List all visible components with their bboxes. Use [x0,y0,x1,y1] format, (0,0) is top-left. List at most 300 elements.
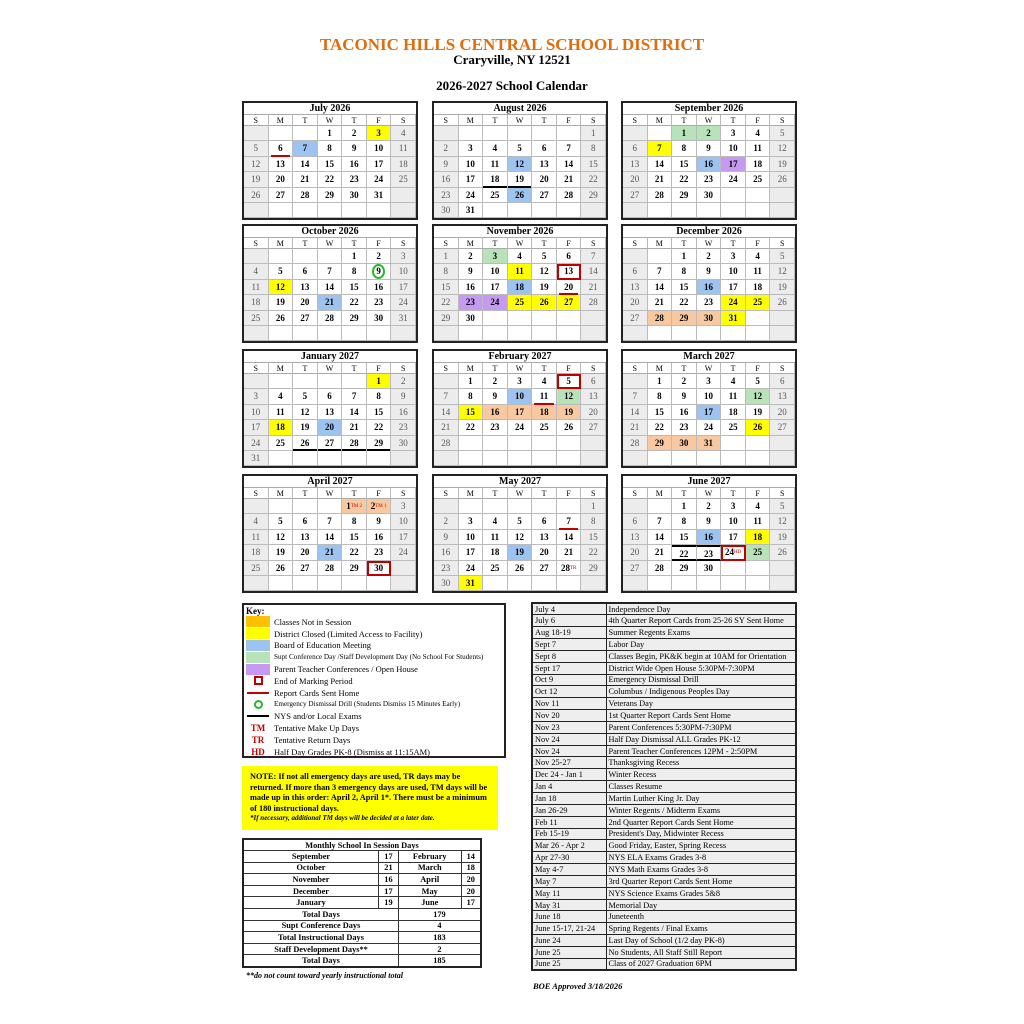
empty-cell [770,451,795,466]
day-cell: 5 [770,249,795,264]
day-cell: 2 [697,126,722,141]
event-description: Veterans Day [606,698,796,710]
weekday-header: W [318,238,343,249]
session-cell: January [243,897,378,909]
table-row [243,909,481,921]
key-label: NYS and/or Local Exams [274,711,362,722]
weekday-header: S [581,115,606,126]
empty-cell [434,374,459,389]
day-cell: 24 [483,295,508,310]
event-date: Nov 25-27 [532,757,606,769]
empty-cell [648,451,673,466]
weekday-header: W [508,238,533,249]
session-cell: 14 [461,851,481,863]
day-cell: 25 [391,172,416,187]
day-cell: 17 [391,280,416,295]
key-label: Parent Teacher Conferences / Open House [274,664,418,675]
weekday-header: T [483,488,508,499]
event-row [532,627,796,639]
day-cell: 26 [269,561,294,576]
day-cell: 31 [244,451,269,466]
day-cell: 10 [459,530,484,545]
day-cell: 30 [367,561,392,576]
day-cell: 4 [244,264,269,279]
day-cell: 8 [342,514,367,529]
day-cell: 19 [770,530,795,545]
month-title: July 2026 [244,103,416,115]
calendar-title: 2026-2027 School Calendar [436,78,588,93]
day-cell: 16 [459,280,484,295]
weekday-header: M [459,238,484,249]
session-cell: 17 [378,885,398,897]
empty-cell [318,576,343,591]
empty-cell [483,451,508,466]
code-label: TM [250,723,266,734]
day-cell: 21 [623,420,648,435]
day-cell: 3 [244,389,269,404]
note-text: NOTE: If not all emergency days are used, TR days may be returned. If more than 3 emergency days are used, TM days will be made up in this order: April 2, April 1*. There must be a minimum of 180 instructional days. [250,772,488,813]
event-description: Class of 2027 Graduation 6PM [606,958,796,970]
total-value: 185 [398,955,481,967]
day-cell: 2 [367,249,392,264]
day-cell: 9 [391,389,416,404]
empty-cell [532,126,557,141]
month-title: April 2027 [244,476,416,488]
day-cell: 19 [293,420,318,435]
event-row [532,686,796,698]
day-cell: 1 [318,126,343,141]
day-cell: 13 [318,405,343,420]
total-value: 179 [398,909,481,921]
day-cell: 8 [342,264,367,279]
day-cell: 18 [244,545,269,560]
empty-cell [623,249,648,264]
weekday-header: M [648,238,673,249]
day-cell: 9 [672,389,697,404]
day-cell: 6 [623,264,648,279]
weekday-header: F [557,115,582,126]
day-cell: 30 [434,576,459,591]
code-label: TR [251,734,265,745]
day-cell: 19 [532,280,557,295]
day-cell: 6 [623,141,648,156]
day-cell: 15 [318,157,343,172]
day-cell: 15 [672,530,697,545]
day-cell: 26 [770,545,795,560]
empty-cell [508,499,533,514]
event-row [532,958,796,970]
day-cell: 23 [434,188,459,203]
day-cell: 4 [746,499,771,514]
day-cell: 5 [269,264,294,279]
day-cell: 17 [721,280,746,295]
day-cell: 12 [532,264,557,279]
day-cell: 2 [459,249,484,264]
day-cell: 5 [532,249,557,264]
empty-cell [508,326,533,341]
event-row [532,639,796,651]
empty-cell [391,451,416,466]
empty-cell [367,203,392,218]
day-cell: 10 [367,141,392,156]
day-cell: 28 [623,436,648,451]
weekday-header: M [269,488,294,499]
day-cell: 14 [648,157,673,172]
day-cell: 21 [318,545,343,560]
day-cell: 12 [770,264,795,279]
day-cell: 24 [459,561,484,576]
day-cell: 10 [508,389,533,404]
red-square-icon [246,675,270,686]
event-description: Labor Day [606,639,796,651]
month-title: January 2027 [244,351,416,363]
day-cell: 27 [293,561,318,576]
day-cell: $24^{HD}$ [721,545,746,560]
day-cell: 12 [293,405,318,420]
day-cell: 23 [697,545,722,560]
day-cell: 6 [532,514,557,529]
day-cell: 21 [293,172,318,187]
empty-cell [746,576,771,591]
day-cell: 31 [367,188,392,203]
day-cell: 20 [269,172,294,187]
day-cell: 18 [746,280,771,295]
day-cell: 5 [770,499,795,514]
day-cell: 20 [293,545,318,560]
weekday-header: T [721,115,746,126]
empty-cell [648,126,673,141]
key-item [246,628,502,640]
event-row [532,769,796,781]
day-cell: 24 [721,295,746,310]
day-cell: 4 [532,374,557,389]
day-cell: 1 [342,249,367,264]
event-description: Last Day of School (1/2 day PK-8) [606,935,796,947]
day-cell: 26 [746,420,771,435]
day-cell: 20 [623,545,648,560]
day-cell: 8 [367,389,392,404]
day-cell: 7 [648,514,673,529]
empty-cell [483,311,508,326]
day-cell: 18 [391,157,416,172]
empty-cell [532,436,557,451]
empty-cell [269,374,294,389]
day-cell: 14 [434,405,459,420]
day-cell: 1 [672,499,697,514]
empty-cell [746,203,771,218]
day-cell: 9 [367,514,392,529]
empty-cell [293,576,318,591]
day-cell: 8 [434,264,459,279]
event-description: 3rd Quarter Report Cards Sent Home [606,875,796,887]
day-cell: 4 [244,514,269,529]
weekday-header: T [342,363,367,374]
empty-cell [721,436,746,451]
weekday-header: F [746,238,771,249]
day-cell: 24 [391,545,416,560]
month-march-2027 [621,349,797,468]
total-label: Total Days [243,955,398,967]
weekday-header: T [483,363,508,374]
key-item [246,675,502,687]
day-cell: 2 [391,374,416,389]
event-description: Thanksgiving Recess [606,757,796,769]
district-name: TACONIC HILLS CENTRAL SCHOOL DISTRICT [319,35,705,54]
day-cell: 8 [672,264,697,279]
weekday-header: T [293,115,318,126]
day-cell: 15 [342,280,367,295]
day-cell: 24 [391,295,416,310]
day-cell: 3 [721,126,746,141]
day-cell: 18 [269,420,294,435]
day-cell: 16 [483,405,508,420]
empty-cell [721,203,746,218]
weekday-header: F [367,363,392,374]
weekday-header: W [318,363,343,374]
day-cell: 2 [697,249,722,264]
empty-cell [532,576,557,591]
day-cell: 8 [459,389,484,404]
day-cell: 15 [581,157,606,172]
session-footnote: **do not count toward yearly instructional total [246,971,403,980]
day-cell: 18 [746,157,771,172]
day-cell: 5 [770,126,795,141]
empty-cell [623,576,648,591]
day-cell: 25 [483,188,508,203]
empty-cell [672,326,697,341]
event-row [532,603,796,615]
weekday-header: S [581,488,606,499]
empty-cell [557,576,582,591]
day-cell: 6 [532,141,557,156]
key-title: Key: [246,606,265,616]
session-cell: May [398,885,461,897]
empty-cell [557,436,582,451]
day-cell: 17 [721,530,746,545]
day-cell: 19 [269,295,294,310]
session-cell: 18 [461,862,481,874]
empty-cell [434,499,459,514]
session-cell: 20 [461,885,481,897]
weekday-header: T [532,488,557,499]
event-row [532,662,796,674]
day-cell: 26 [293,436,318,451]
day-cell: 11 [746,264,771,279]
empty-cell [269,126,294,141]
day-cell: 16 [391,405,416,420]
day-cell: 20 [623,295,648,310]
session-cell: April [398,874,461,886]
empty-cell [557,451,582,466]
event-description: NYS ELA Exams Grades 3-8 [606,852,796,864]
total-label: Total Days [243,909,398,921]
day-cell: 29 [434,311,459,326]
month-title: June 2027 [623,476,795,488]
day-cell: 9 [697,264,722,279]
day-cell: 20 [532,545,557,560]
event-row [532,721,796,733]
event-description: District Wide Open House 5:30PM-7:30PM [606,662,796,674]
key-item [246,651,502,663]
day-cell: 9 [697,141,722,156]
empty-cell [508,436,533,451]
month-title: October 2026 [244,226,416,238]
day-cell: 29 [672,188,697,203]
day-cell: 14 [318,280,343,295]
day-cell: 3 [697,374,722,389]
event-description: 4th Quarter Report Cards from 25-26 SY Sent Home [606,615,796,627]
key-label: Supt Conference Day /Staff Development Day (No School For Students) [274,653,484,662]
day-cell: 22 [434,295,459,310]
empty-cell [391,576,416,591]
empty-cell [581,451,606,466]
event-description: Classes Resume [606,781,796,793]
session-cell: 21 [378,862,398,874]
day-cell: 21 [557,545,582,560]
day-cell: 2 [434,514,459,529]
day-cell: 21 [342,420,367,435]
day-cell: 23 [483,420,508,435]
empty-cell [293,203,318,218]
event-description: Winter Recess [606,769,796,781]
day-cell: 9 [434,530,459,545]
weekday-header: T [721,488,746,499]
day-cell: 15 [342,530,367,545]
weekday-header: S [434,115,459,126]
empty-cell [293,499,318,514]
event-date: July 4 [532,603,606,615]
empty-cell [770,326,795,341]
event-date: June 25 [532,958,606,970]
day-cell: 29 [648,436,673,451]
day-cell: 5 [746,374,771,389]
day-cell: 28 [557,188,582,203]
day-cell: 11 [532,389,557,404]
day-cell: 28 [318,311,343,326]
day-cell: 20 [293,295,318,310]
weekday-header: S [434,488,459,499]
session-days-table [242,838,482,968]
day-cell: 15 [648,405,673,420]
day-cell: 12 [269,530,294,545]
day-cell: 28 [648,188,673,203]
empty-cell [318,203,343,218]
day-cell: 2 [697,499,722,514]
day-cell: 2 [483,374,508,389]
event-row [532,615,796,627]
day-cell: 4 [508,249,533,264]
event-row [532,840,796,852]
event-date: Nov 23 [532,721,606,733]
day-cell: 14 [293,157,318,172]
day-cell: 29 [581,561,606,576]
day-cell: 30 [697,188,722,203]
weekday-header: T [532,115,557,126]
event-description: Classes Begin, PK&K begin at 10AM for Orientation [606,650,796,662]
total-label: Supt Conference Days [243,920,398,932]
empty-cell [459,499,484,514]
empty-cell [434,326,459,341]
color-swatch [246,664,270,675]
day-cell: 30 [342,188,367,203]
day-cell: 5 [244,141,269,156]
day-cell: 23 [697,295,722,310]
empty-cell [697,326,722,341]
event-description: Memorial Day [606,899,796,911]
weekday-header: S [434,363,459,374]
day-cell: 12 [508,157,533,172]
day-cell: 18 [721,405,746,420]
session-cell: February [398,851,461,863]
weekday-header: T [342,238,367,249]
event-description: NYS Science Exams Grades 5&8 [606,887,796,899]
empty-cell [770,561,795,576]
event-description: 2nd Quarter Report Cards Sent Home [606,816,796,828]
empty-cell [434,126,459,141]
weekday-header: S [391,488,416,499]
empty-cell [483,436,508,451]
event-date: May 31 [532,899,606,911]
day-cell: 20 [532,172,557,187]
day-cell: 4 [483,141,508,156]
empty-cell [557,311,582,326]
day-cell: 5 [269,514,294,529]
empty-cell [318,249,343,264]
event-row [532,911,796,923]
key-item [246,699,502,711]
color-swatch [246,616,270,627]
day-cell: 30 [459,311,484,326]
day-annotation: TM 2 [350,504,362,509]
session-cell: 17 [461,897,481,909]
day-cell: 18 [483,172,508,187]
color-swatch [246,652,270,663]
day-cell: 24 [508,420,533,435]
weekday-header: S [581,238,606,249]
month-november-2026 [432,224,608,343]
day-cell: 3 [391,499,416,514]
weekday-header: F [367,115,392,126]
empty-cell [648,249,673,264]
day-cell: 19 [746,405,771,420]
day-cell: 19 [244,172,269,187]
event-row [532,804,796,816]
event-row [532,757,796,769]
day-cell: 30 [367,311,392,326]
event-date: Nov 11 [532,698,606,710]
empty-cell [581,576,606,591]
day-cell: 6 [293,264,318,279]
empty-cell [648,326,673,341]
day-cell: 6 [623,514,648,529]
day-cell: 15 [367,405,392,420]
empty-cell [623,326,648,341]
day-cell: 22 [648,420,673,435]
day-cell: 22 [318,172,343,187]
key-label: Emergency Dismissal Drill (Students Dismiss 15 Minutes Early) [274,700,461,709]
day-cell: 27 [293,311,318,326]
month-title: December 2026 [623,226,795,238]
empty-cell [269,203,294,218]
event-date: June 15-17, 21-24 [532,923,606,935]
event-description: No Students, All Staff Still Report [606,946,796,958]
weekday-header: S [770,238,795,249]
day-cell: 24 [244,436,269,451]
day-cell: 22 [342,295,367,310]
weekday-header: T [342,488,367,499]
day-cell: 4 [391,126,416,141]
day-cell: 27 [557,295,582,310]
